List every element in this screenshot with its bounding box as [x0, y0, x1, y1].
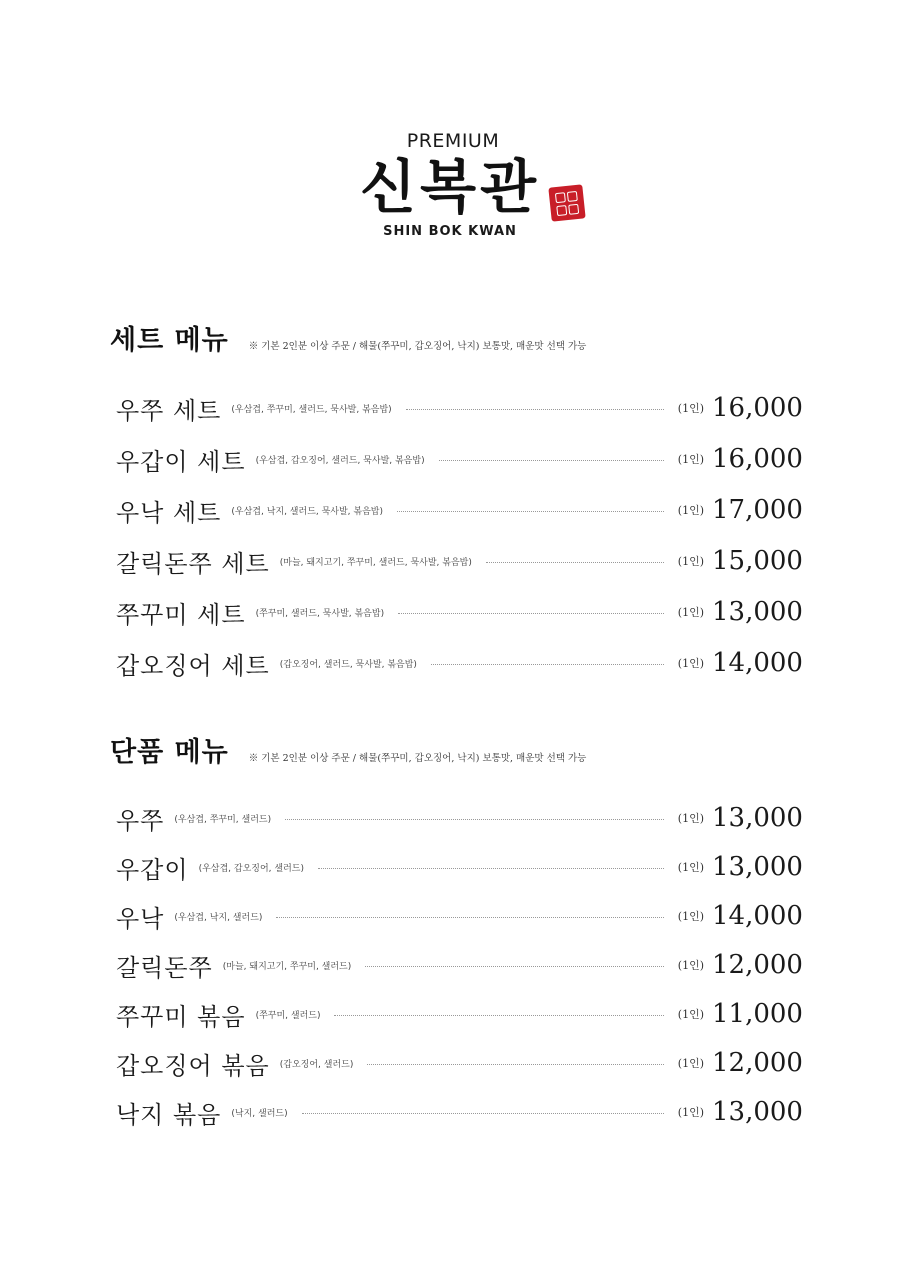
menu-item-price: 14,000 [712, 648, 803, 678]
menu-item-price: 17,000 [712, 495, 803, 525]
menu-item-row [116, 847, 803, 887]
menu-item-portion: (1인) [677, 812, 704, 825]
menu-item-description: (낙지, 샐러드) [231, 1108, 288, 1119]
menu-item-price: 16,000 [712, 393, 803, 423]
menu-item-row [116, 592, 803, 632]
menu-item-name: 갑오징어 볶음 [116, 1051, 270, 1080]
set-menu-header [110, 318, 790, 358]
menu-item-price: 14,000 [712, 901, 803, 931]
dotted-leader-line [486, 562, 664, 563]
menu-item-row [116, 798, 803, 838]
single-menu-note: ※ 기본 2인분 이상 주문 / 해물(쭈꾸미, 갑오징어, 낙지) 보통맛, 매운맛 선택 가능 [248, 753, 587, 764]
menu-item-row [116, 490, 803, 530]
red-seal-stamp-icon [548, 184, 585, 221]
menu-item-portion: (1인) [677, 402, 704, 415]
menu-item-description: (갑오징어, 샐러드) [279, 1059, 354, 1070]
menu-item-row [116, 1043, 803, 1083]
dotted-leader-line [398, 613, 664, 614]
menu-item-row [116, 896, 803, 936]
set-menu-note: ※ 기본 2인분 이상 주문 / 해물(쭈꾸미, 갑오징어, 낙지) 보통맛, 매운맛 선택 가능 [248, 341, 587, 352]
menu-item-portion: (1인) [677, 959, 704, 972]
menu-item-description: (쭈꾸미, 샐러드, 묵사발, 볶음밥) [255, 608, 385, 619]
menu-item-name: 낙지 볶음 [116, 1100, 222, 1129]
dotted-leader-line [365, 966, 664, 967]
set-menu-section [110, 318, 803, 680]
menu-item-name: 우쭈 [116, 806, 165, 835]
menu-item-price: 13,000 [712, 597, 803, 627]
logo-premium-text: PREMIUM [406, 130, 500, 152]
menu-item-name: 갈릭돈쭈 세트 [116, 549, 270, 578]
menu-item-row [116, 541, 803, 581]
menu-item-name: 쭈꾸미 볶음 [116, 1002, 246, 1031]
menu-item-description: (갑오징어, 샐러드, 묵사발, 볶음밥) [279, 659, 417, 670]
menu-item-row [116, 945, 803, 985]
dotted-leader-line [276, 917, 663, 918]
menu-item-price: 12,000 [712, 950, 803, 980]
menu-item-description: (마늘, 돼지고기, 쭈꾸미, 샐러드, 묵사발, 볶음밥) [279, 557, 472, 568]
dotted-leader-line [302, 1113, 664, 1114]
menu-item-portion: (1인) [677, 1008, 704, 1021]
menu-item-price: 13,000 [712, 1097, 803, 1127]
logo-name: 신복관 [359, 153, 541, 221]
menu-item-row [116, 1092, 803, 1132]
dotted-leader-line [367, 1064, 663, 1065]
menu-item-price: 16,000 [712, 444, 803, 474]
menu-item-description: (우삼겹, 쭈꾸미, 샐러드) [174, 814, 272, 825]
menu-item-portion: (1인) [677, 861, 704, 874]
menu-item-price: 11,000 [712, 999, 803, 1029]
logo-romanized-name: SHIN BOK KWAN [383, 224, 517, 239]
menu-item-name: 우낙 세트 [116, 498, 222, 527]
menu-item-portion: (1인) [677, 910, 704, 923]
menu-item-row [116, 439, 803, 479]
menu-item-row [116, 994, 803, 1034]
menu-item-price: 13,000 [712, 852, 803, 882]
menu-item-description: (우삼겹, 갑오징어, 샐러드, 묵사발, 볶음밥) [255, 455, 425, 466]
menu-item-portion: (1인) [677, 657, 704, 670]
single-menu-section [110, 730, 803, 1129]
menu-item-name: 우쭈 세트 [116, 396, 222, 425]
dotted-leader-line [431, 664, 664, 665]
dotted-leader-line [285, 819, 664, 820]
menu-item-description: (쭈꾸미, 샐러드) [255, 1010, 321, 1021]
menu-item-name: 우갑이 [116, 855, 189, 884]
single-menu-header [110, 730, 790, 770]
menu-item-price: 15,000 [712, 546, 803, 576]
menu-item-description: (우삼겹, 낙지, 샐러드) [174, 912, 263, 923]
menu-item-price: 13,000 [712, 803, 803, 833]
menu-item-name: 쭈꾸미 세트 [116, 600, 246, 629]
menu-item-row [116, 643, 803, 683]
menu-item-name: 우낙 [116, 904, 165, 933]
dotted-leader-line [397, 511, 664, 512]
menu-item-description: (우삼겹, 갑오징어, 샐러드) [198, 863, 304, 874]
menu-item-description: (우삼겹, 쭈꾸미, 샐러드, 묵사발, 볶음밥) [231, 404, 392, 415]
dotted-leader-line [406, 409, 664, 410]
menu-item-name: 갈릭돈쭈 [116, 953, 213, 982]
menu-item-row [116, 388, 803, 428]
dotted-leader-line [318, 868, 664, 869]
menu-item-portion: (1인) [677, 1106, 704, 1119]
menu-item-portion: (1인) [677, 453, 704, 466]
menu-item-portion: (1인) [677, 504, 704, 517]
menu-item-name: 우갑이 세트 [116, 447, 246, 476]
brand-logo [0, 130, 900, 239]
menu-item-portion: (1인) [677, 606, 704, 619]
menu-item-description: (우삼겹, 낙지, 샐러드, 묵사발, 볶음밥) [231, 506, 384, 517]
menu-item-description: (마늘, 돼지고기, 쭈꾸미, 샐러드) [222, 961, 352, 972]
menu-item-price: 12,000 [712, 1048, 803, 1078]
dotted-leader-line [439, 460, 664, 461]
menu-item-name: 갑오징어 세트 [116, 651, 270, 680]
dotted-leader-line [334, 1015, 663, 1016]
set-menu-title: 세트 메뉴 [110, 325, 229, 356]
menu-item-portion: (1인) [677, 555, 704, 568]
menu-item-portion: (1인) [677, 1057, 704, 1070]
single-menu-title: 단품 메뉴 [110, 737, 229, 768]
logo-wordmark [360, 154, 540, 220]
